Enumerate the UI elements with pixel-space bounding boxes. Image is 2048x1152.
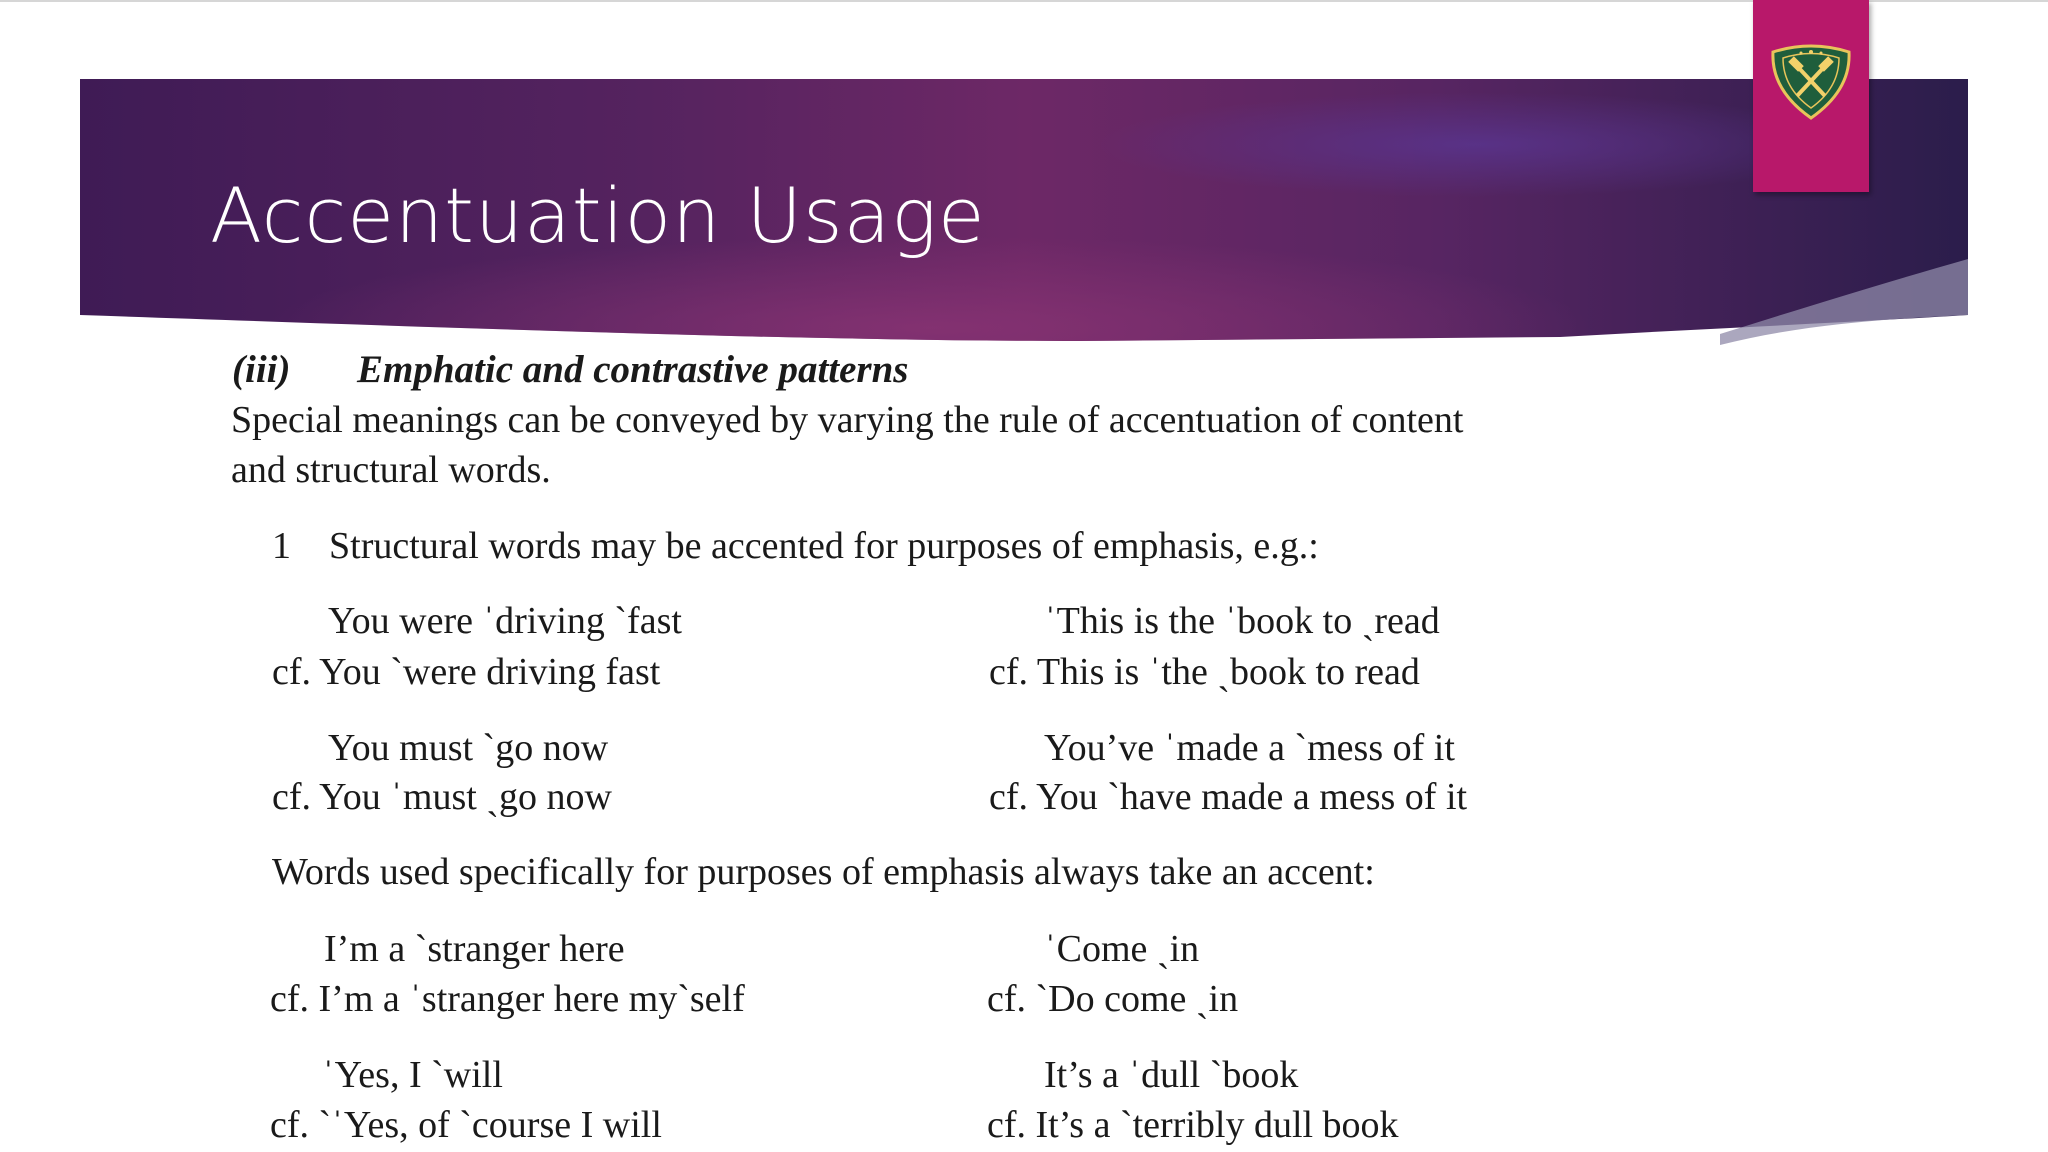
example-right-b1: You’ve ˈmade a ˋmess of it <box>1044 727 1455 769</box>
example-left-a2: cf. You ˋwere driving fast <box>272 651 661 693</box>
intro-line-1: Special meanings can be conveyed by varying the rule of accentuation of content <box>231 399 1464 441</box>
section-number: (iii) <box>232 348 291 391</box>
section-heading: Emphatic and contrastive patterns <box>357 348 909 391</box>
example-right-d1: It’s a ˈdull ˋbook <box>1044 1054 1299 1096</box>
example-left-b1: You must ˋgo now <box>328 727 609 769</box>
slide-title: Accentuation Usage <box>210 171 986 260</box>
example-left-a1: You were ˈdriving ˋfast <box>328 600 682 642</box>
example-left-b2: cf. You ˈmust ˏgo now <box>272 776 612 818</box>
example-left-c2: cf. I’m a ˈstranger here myˋself <box>270 978 745 1020</box>
example-right-b2: cf. You ˋhave made a mess of it <box>989 776 1468 818</box>
example-right-a2: cf. This is ˈthe ˏbook to read <box>989 651 1420 693</box>
example-left-c1: I’m a ˋstranger here <box>324 928 625 970</box>
point-2-text: Words used specifically for purposes of emphasis always take an accent: <box>272 851 1375 893</box>
example-right-a1: ˈThis is the ˈbook to ˏread <box>1044 600 1440 642</box>
example-right-c1: ˈCome ˏin <box>1044 928 1200 970</box>
intro-line-2: and structural words. <box>231 449 551 491</box>
example-left-d1: ˈYes, I ˋwill <box>322 1054 503 1096</box>
point-1-text: 1 Structural words may be accented for purposes of emphasis, e.g.: <box>272 525 1319 567</box>
example-right-c2: cf. ˋDo come ˏin <box>987 978 1239 1020</box>
example-left-d2: cf. ˋˈYes, of ˋcourse I will <box>270 1104 662 1146</box>
example-right-d2: cf. It’s a ˋterribly dull book <box>987 1104 1399 1146</box>
